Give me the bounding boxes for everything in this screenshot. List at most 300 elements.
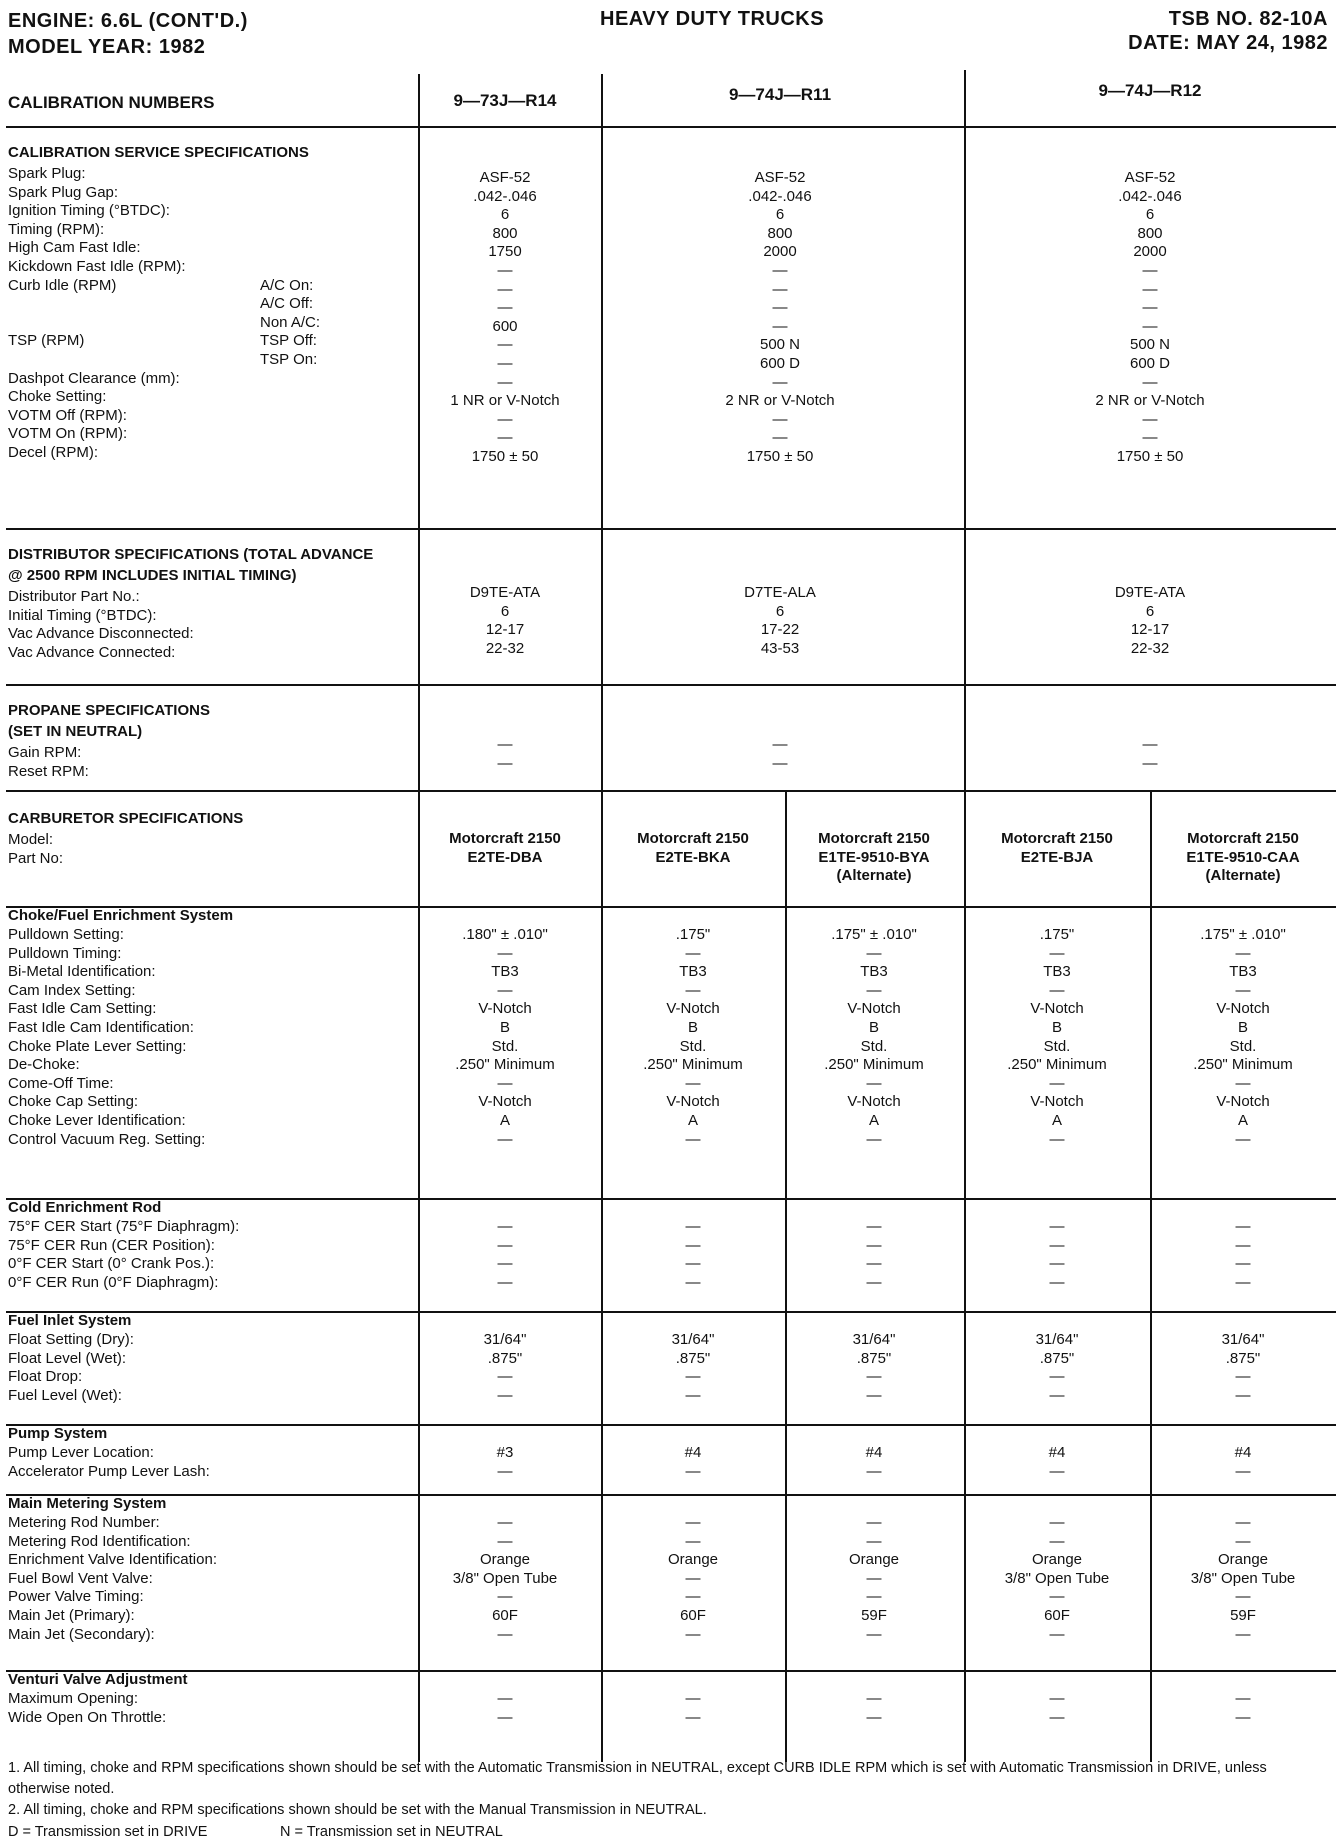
carburetor-model-line: (Alternate) [1205, 867, 1281, 885]
carburetor-model-line: (Alternate) [836, 867, 912, 885]
pump-title: Pump System [8, 1425, 108, 1442]
distributor-value: 6 [1145, 602, 1155, 620]
fuel-inlet-value: 31/64" [1035, 1331, 1079, 1348]
pump-value: #3 [496, 1444, 514, 1461]
spec-value: — [497, 336, 513, 354]
venturi-value: — [1235, 1708, 1251, 1726]
choke-label: Cam Index Setting: [8, 981, 136, 999]
fuel-inlet-label: Fuel Level (Wet): [8, 1386, 122, 1404]
main-metering-value: — [497, 1625, 513, 1643]
spec-value: — [772, 262, 788, 279]
rule-carburetor [6, 790, 1336, 792]
main-metering-value: Orange [667, 1551, 719, 1569]
choke-value: .250" Minimum [643, 1056, 743, 1074]
spec-value: — [1142, 317, 1158, 335]
choke-value: V-Notch [847, 1093, 901, 1111]
spec-sublabel: TSP On: [260, 351, 318, 368]
spec-value: .042-.046 [1118, 187, 1182, 205]
spec-value: — [772, 299, 788, 317]
fuel-inlet-value: — [866, 1368, 882, 1386]
spec-value: 6 [775, 206, 785, 224]
cold-rod-title: Cold Enrichment Rod [8, 1199, 162, 1216]
pump-value: — [685, 1462, 701, 1480]
main-metering-label: Power Valve Timing: [8, 1588, 144, 1606]
choke-value: .250" Minimum [455, 1056, 555, 1074]
distributor-label: Vac Advance Connected: [8, 643, 176, 661]
choke-value: .175" ± .010" [1200, 926, 1286, 943]
col-divider-2 [601, 74, 603, 1762]
choke-value: B [687, 1019, 699, 1036]
choke-value: .175" ± .010" [831, 926, 917, 943]
spec-value: ASF-52 [754, 169, 806, 186]
spec-value: — [497, 280, 513, 298]
spec-value: 1 NR or V-Notch [450, 392, 560, 410]
distributor-value: 6 [775, 602, 785, 620]
spec-value: — [497, 262, 513, 279]
carburetor-model-line: Motorcraft 2150 [1001, 830, 1113, 847]
spec-value: — [772, 373, 788, 391]
cold-rod-value: — [1235, 1273, 1251, 1291]
spec-label: High Cam Fast Idle: [8, 239, 141, 257]
fuel-inlet-value: 31/64" [483, 1331, 527, 1348]
venturi-value: — [685, 1690, 701, 1707]
carburetor-model-line: E2TE-BKA [655, 848, 731, 866]
choke-value: — [866, 1130, 882, 1148]
distributor-title-1: DISTRIBUTOR SPECIFICATIONS (TOTAL ADVANCE [8, 546, 374, 563]
spec-label: Ignition Timing (°BTDC): [8, 202, 170, 220]
col-divider-5b [1150, 790, 1152, 1762]
choke-value: V-Notch [847, 1000, 901, 1018]
spec-value: 800 [492, 224, 518, 242]
model-year: MODEL YEAR: 1982 [8, 36, 206, 58]
spec-value: 6 [500, 206, 510, 224]
spec-sublabel: A/C Off: [260, 295, 314, 313]
spec-value: 600 [492, 317, 518, 335]
spec-value: — [1142, 429, 1158, 447]
calibration-label: CALIBRATION NUMBERS [8, 93, 215, 112]
main-metering-value: 59F [1230, 1607, 1256, 1624]
distributor-value: 6 [500, 602, 510, 620]
cold-rod-label: 75°F CER Start (75°F Diaphragm): [8, 1218, 240, 1235]
choke-value: A [1051, 1112, 1063, 1129]
main-metering-label: Fuel Bowl Vent Valve: [8, 1569, 153, 1587]
carburetor-model-line: E2TE-DBA [467, 848, 543, 866]
choke-label: Pulldown Timing: [8, 944, 122, 962]
choke-value: — [497, 1074, 513, 1092]
fuel-inlet-value: — [1049, 1368, 1065, 1386]
pump-value: — [866, 1462, 882, 1480]
choke-value: .175" [675, 926, 711, 943]
rule-calibration [6, 126, 1336, 128]
cold-rod-value: — [1235, 1218, 1251, 1235]
spec-value: 1750 ± 50 [471, 448, 539, 465]
cold-rod-value: — [1049, 1218, 1065, 1235]
choke-label: Pulldown Setting: [8, 926, 124, 943]
choke-value: .250" Minimum [1007, 1056, 1107, 1074]
spec-sublabel: Non A/C: [260, 313, 321, 331]
col-divider-3b [785, 790, 787, 1762]
cold-rod-value: — [1235, 1255, 1251, 1273]
cold-rod-value: — [1235, 1236, 1251, 1254]
distributor-value: 22-32 [485, 639, 525, 657]
choke-value: Std. [860, 1037, 888, 1055]
fuel-inlet-value: .875" [1039, 1349, 1075, 1367]
pump-value: — [1235, 1462, 1251, 1480]
distributor-value: 12-17 [485, 621, 525, 639]
venturi-title: Venturi Valve Adjustment [8, 1671, 188, 1688]
spec-value: — [772, 429, 788, 447]
distributor-value: 12-17 [1130, 621, 1170, 639]
carburetor-model-line: E1TE-9510-CAA [1186, 848, 1300, 866]
propane-title-2: (SET IN NEUTRAL) [8, 723, 143, 740]
choke-value: V-Notch [666, 1093, 720, 1111]
spec-value: — [772, 410, 788, 428]
main-metering-value: Orange [479, 1551, 531, 1569]
main-metering-value: — [497, 1514, 513, 1531]
main-metering-value: 59F [861, 1607, 887, 1624]
fuel-inlet-value: 31/64" [1221, 1331, 1265, 1348]
choke-value: V-Notch [478, 1000, 532, 1018]
choke-value: .250" Minimum [1193, 1056, 1293, 1074]
fuel-inlet-value: — [685, 1368, 701, 1386]
main-metering-value: — [685, 1514, 701, 1531]
choke-value: A [868, 1112, 880, 1129]
fuel-inlet-value: — [866, 1386, 882, 1404]
main-metering-value: — [685, 1625, 701, 1643]
choke-value: V-Notch [478, 1093, 532, 1111]
engine-title: ENGINE: 6.6L (CONT'D.) [8, 10, 248, 32]
spec-value: — [1142, 410, 1158, 428]
choke-value: .250" Minimum [824, 1056, 924, 1074]
distributor-value: 43-53 [760, 639, 800, 657]
main-metering-value: — [1049, 1588, 1065, 1606]
main-metering-value: 3/8" Open Tube [1190, 1569, 1296, 1587]
spec-label: Curb Idle (RPM) [8, 276, 117, 294]
spec-label: Decel (RPM): [8, 444, 99, 461]
choke-value: — [866, 1074, 882, 1092]
fuel-inlet-value: — [1235, 1368, 1251, 1386]
rule-cold-rod [6, 1198, 1336, 1200]
venturi-value: — [685, 1708, 701, 1726]
cold-rod-value: — [497, 1236, 513, 1254]
tsb-date: DATE: MAY 24, 1982 [1128, 32, 1328, 54]
main-metering-value: — [866, 1588, 882, 1606]
col-divider-3 [964, 70, 966, 790]
main-metering-value: — [685, 1532, 701, 1550]
choke-value: — [1235, 1130, 1251, 1148]
propane-value: — [772, 736, 788, 753]
carburetor-label: Model: [8, 831, 54, 848]
main-metering-value: 3/8" Open Tube [452, 1569, 558, 1587]
main-metering-value: — [1049, 1514, 1065, 1531]
distributor-value: D7TE-ALA [744, 584, 816, 601]
propane-value: — [497, 736, 513, 753]
main-metering-value: — [685, 1588, 701, 1606]
fuel-inlet-value: .875" [487, 1349, 523, 1367]
fuel-inlet-value: .875" [1225, 1349, 1261, 1367]
spec-value: .042-.046 [748, 187, 812, 205]
spec-value: — [497, 410, 513, 428]
cold-rod-label: 75°F CER Run (CER Position): [8, 1236, 215, 1254]
choke-value: Std. [1229, 1037, 1257, 1055]
fuel-inlet-value: — [1049, 1386, 1065, 1404]
choke-value: B [499, 1019, 511, 1036]
spec-value: 1750 ± 50 [1116, 448, 1184, 465]
choke-value: — [497, 981, 513, 999]
calibration-col-1: 9—73J—R14 [453, 91, 557, 110]
choke-label: Come-Off Time: [8, 1074, 114, 1092]
choke-value: — [685, 1074, 701, 1092]
choke-value: B [1237, 1019, 1249, 1036]
propane-title-1: PROPANE SPECIFICATIONS [8, 702, 210, 719]
distributor-label: Vac Advance Disconnected: [8, 625, 194, 643]
rule-main-metering [6, 1494, 1336, 1496]
choke-label: Control Vacuum Reg. Setting: [8, 1130, 206, 1148]
cold-rod-label: 0°F CER Start (0° Crank Pos.): [8, 1255, 215, 1273]
spec-sublabel: TSP Off: [260, 332, 317, 350]
col-divider-4b [964, 790, 966, 1762]
pump-value: #4 [865, 1444, 883, 1461]
choke-label: Choke Plate Lever Setting: [8, 1037, 187, 1055]
choke-value: — [1235, 944, 1251, 962]
main-metering-value: — [1235, 1514, 1251, 1531]
choke-value: TB3 [679, 963, 707, 981]
spec-label: Dashpot Clearance (mm): [8, 369, 180, 387]
spec-sublabel: A/C On: [260, 276, 314, 294]
distributor-value: 22-32 [1130, 639, 1170, 657]
choke-value: — [1049, 1074, 1065, 1092]
fuel-inlet-value: — [497, 1368, 513, 1386]
cold-rod-value: — [685, 1236, 701, 1254]
rule-propane [6, 684, 1336, 686]
spec-label: TSP (RPM) [8, 332, 85, 350]
spec-value: — [1142, 280, 1158, 298]
carburetor-model-line: E2TE-BJA [1020, 848, 1094, 866]
center-title: HEAVY DUTY TRUCKS [600, 8, 825, 30]
choke-value: TB3 [860, 963, 888, 981]
spec-value: ASF-52 [1124, 169, 1176, 186]
cold-rod-value: — [1049, 1273, 1065, 1291]
pump-value: #4 [684, 1444, 702, 1461]
choke-value: Std. [1043, 1037, 1071, 1055]
venturi-value: — [1049, 1690, 1065, 1707]
choke-value: V-Notch [1216, 1093, 1270, 1111]
cold-rod-value: — [866, 1218, 882, 1235]
spec-value: 1750 ± 50 [746, 448, 814, 465]
venturi-value: — [866, 1708, 882, 1726]
spec-label: Spark Plug: [8, 165, 86, 182]
cold-rod-value: — [685, 1255, 701, 1273]
propane-value: — [1142, 754, 1158, 772]
cold-rod-value: — [685, 1218, 701, 1235]
spec-value: 600 D [759, 355, 801, 372]
fuel-inlet-value: .875" [856, 1349, 892, 1367]
choke-value: — [497, 1130, 513, 1148]
choke-value: B [868, 1019, 880, 1036]
fuel-inlet-value: .875" [675, 1349, 711, 1367]
spec-value: 2 NR or V-Notch [1095, 392, 1205, 410]
venturi-value: — [866, 1690, 882, 1707]
choke-value: .180" ± .010" [462, 926, 548, 943]
fuel-inlet-label: Float Level (Wet): [8, 1349, 127, 1367]
main-metering-value: — [866, 1514, 882, 1531]
propane-value: — [772, 754, 788, 772]
carburetor-model-line: Motorcraft 2150 [637, 830, 749, 847]
spec-value: 2000 [763, 243, 797, 261]
note-1: 1. All timing, choke and RPM specifications shown should be set with the Automatic Transmission in NEUTRAL, except CURB IDLE RPM which is set with Automatic Transmission in DRIVE, unless otherwise noted. [8, 1760, 1267, 1797]
choke-label: Fast Idle Cam Setting: [8, 1000, 157, 1018]
choke-label: Choke Lever Identification: [8, 1112, 186, 1129]
main-metering-value: — [1235, 1625, 1251, 1643]
fuel-inlet-value: — [497, 1386, 513, 1404]
cold-rod-value: — [497, 1273, 513, 1291]
choke-value: — [866, 981, 882, 999]
spec-label: VOTM On (RPM): [8, 425, 128, 443]
main-metering-value: — [866, 1569, 882, 1587]
fuel-inlet-title: Fuel Inlet System [8, 1312, 132, 1329]
choke-value: V-Notch [666, 1000, 720, 1018]
pump-value: #4 [1234, 1444, 1252, 1461]
main-metering-value: 60F [680, 1607, 706, 1624]
cold-rod-label: 0°F CER Run (0°F Diaphragm): [8, 1273, 219, 1291]
choke-value: V-Notch [1030, 1000, 1084, 1018]
cold-rod-value: — [866, 1236, 882, 1254]
choke-value: — [1235, 981, 1251, 999]
choke-label: De-Choke: [8, 1056, 80, 1074]
propane-label: Reset RPM: [8, 762, 89, 780]
main-metering-label: Metering Rod Number: [8, 1514, 160, 1531]
choke-value: B [1051, 1019, 1063, 1036]
spec-label: Kickdown Fast Idle (RPM): [8, 258, 186, 275]
carburetor-label: Part No: [8, 849, 64, 867]
propane-value: — [497, 754, 513, 772]
main-metering-value: — [1235, 1588, 1251, 1606]
spec-value: 2 NR or V-Notch [725, 392, 835, 410]
choke-value: A [1237, 1112, 1249, 1129]
choke-value: — [1049, 981, 1065, 999]
main-metering-value: — [497, 1588, 513, 1606]
main-metering-value: 60F [1044, 1607, 1070, 1624]
carburetor-title: CARBURETOR SPECIFICATIONS [8, 810, 244, 827]
choke-value: — [685, 944, 701, 962]
choke-value: A [687, 1112, 699, 1129]
distributor-value: 17-22 [760, 621, 800, 639]
spec-value: 500 N [759, 336, 801, 354]
choke-value: A [499, 1112, 511, 1129]
spec-value: — [772, 317, 788, 335]
col-divider-1 [418, 74, 420, 790]
spec-value: — [772, 280, 788, 298]
main-metering-label: Metering Rod Identification: [8, 1532, 191, 1550]
distributor-title-2: @ 2500 RPM INCLUDES INITIAL TIMING) [8, 567, 297, 584]
cold-rod-value: — [1049, 1236, 1065, 1254]
cal-service-title: CALIBRATION SERVICE SPECIFICATIONS [8, 144, 309, 161]
fuel-inlet-label: Float Drop: [8, 1368, 83, 1386]
main-metering-value: 3/8" Open Tube [1004, 1569, 1110, 1587]
rule-distributor [6, 528, 1336, 530]
choke-value: .175" [1039, 926, 1075, 943]
venturi-value: — [497, 1690, 513, 1707]
choke-value: — [1049, 1130, 1065, 1148]
venturi-value: — [1049, 1708, 1065, 1726]
choke-value: — [866, 944, 882, 962]
choke-value: — [1235, 1074, 1251, 1092]
choke-label: Fast Idle Cam Identification: [8, 1019, 194, 1036]
main-metering-title: Main Metering System [8, 1495, 167, 1512]
main-metering-value: Orange [848, 1551, 900, 1569]
choke-value: TB3 [1229, 963, 1257, 981]
main-metering-value: Orange [1031, 1551, 1083, 1569]
spec-value: 600 D [1129, 355, 1171, 372]
distributor-label: Distributor Part No.: [8, 588, 140, 605]
choke-value: V-Notch [1030, 1093, 1084, 1111]
fuel-inlet-value: — [685, 1386, 701, 1404]
spec-value: — [497, 299, 513, 317]
main-metering-value: — [1235, 1532, 1251, 1550]
fuel-inlet-label: Float Setting (Dry): [8, 1331, 134, 1348]
main-metering-value: 60F [492, 1607, 518, 1624]
calibration-col-3: 9—74J—R12 [1098, 81, 1202, 100]
main-metering-label: Main Jet (Secondary): [8, 1625, 155, 1643]
choke-value: Std. [679, 1037, 707, 1055]
pump-value: — [1049, 1462, 1065, 1480]
main-metering-value: Orange [1217, 1551, 1269, 1569]
venturi-value: — [497, 1708, 513, 1726]
spec-value: — [497, 373, 513, 391]
cold-rod-value: — [497, 1255, 513, 1273]
carburetor-model-line: E1TE-9510-BYA [818, 848, 930, 866]
rule-venturi [6, 1670, 1336, 1672]
choke-value: Std. [491, 1037, 519, 1055]
propane-label: Gain RPM: [8, 744, 82, 761]
fuel-inlet-value: 31/64" [852, 1331, 896, 1348]
carburetor-model-line: Motorcraft 2150 [818, 830, 930, 847]
distributor-value: D9TE-ATA [469, 584, 541, 601]
choke-value: TB3 [491, 963, 519, 981]
cold-rod-value: — [685, 1273, 701, 1291]
main-metering-value: — [866, 1625, 882, 1643]
main-metering-value: — [866, 1532, 882, 1550]
choke-label: Choke Cap Setting: [8, 1093, 139, 1111]
choke-value: TB3 [1043, 963, 1071, 981]
spec-label: VOTM Off (RPM): [8, 406, 127, 424]
choke-label: Bi-Metal Identification: [8, 963, 156, 981]
spec-value: 2000 [1133, 243, 1167, 261]
spec-value: — [1142, 262, 1158, 279]
pump-value: — [497, 1462, 513, 1480]
pump-value: #4 [1048, 1444, 1066, 1461]
main-metering-label: Enrichment Valve Identification: [8, 1551, 217, 1569]
calibration-col-2: 9—74J—R11 [728, 85, 832, 104]
carburetor-model-line: Motorcraft 2150 [1187, 830, 1299, 847]
spec-value: 800 [767, 224, 793, 242]
spec-value: .042-.046 [473, 187, 537, 205]
main-metering-label: Main Jet (Primary): [8, 1607, 135, 1624]
spec-value: — [1142, 373, 1158, 391]
choke-title: Choke/Fuel Enrichment System [8, 907, 234, 924]
spec-label: Spark Plug Gap: [8, 183, 119, 201]
propane-value: — [1142, 736, 1158, 753]
main-metering-value: — [1049, 1532, 1065, 1550]
spec-label: Timing (RPM): [8, 220, 105, 238]
pump-label: Accelerator Pump Lever Lash: [8, 1462, 210, 1480]
legend-drive: D = Transmission set in DRIVE [8, 1824, 208, 1840]
choke-value: — [497, 944, 513, 962]
spec-value: ASF-52 [479, 169, 531, 186]
venturi-value: — [1235, 1690, 1251, 1707]
fuel-inlet-value: 31/64" [671, 1331, 715, 1348]
legend-neutral: N = Transmission set in NEUTRAL [280, 1824, 503, 1840]
